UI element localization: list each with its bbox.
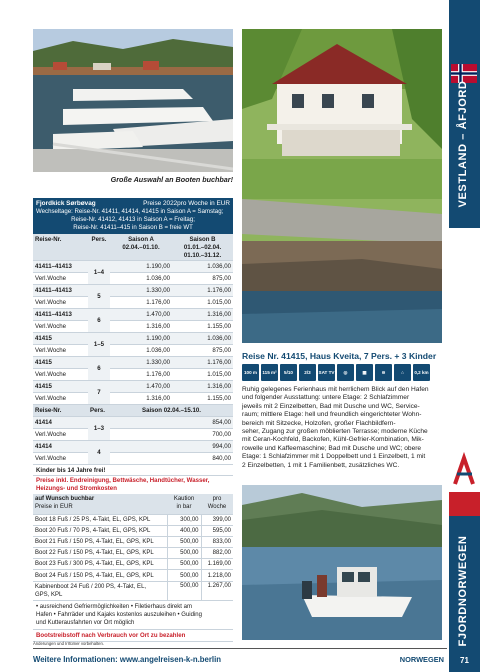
boat-rental-table <box>33 494 233 601</box>
marina-caption: Große Auswahl an Booten buchbar! <box>110 175 233 184</box>
fuel-note: Bootstreibstoff nach Verbrauch vor Ort zu bezahlen <box>33 630 233 642</box>
disclaimer: Änderungen und Irrtümer vorbehalten. <box>33 641 104 646</box>
description-line: rowelle und Kaffeemaschine; Bad mit Dusche und WC; obere <box>242 444 422 452</box>
boat-header-week: pro Woche <box>201 494 233 514</box>
boat-table-header <box>33 494 233 514</box>
table-row: 41414 1–3 854,00 <box>33 417 233 429</box>
col-header-pers: Pers. <box>88 234 110 261</box>
col-header-season-b: Saison B 01.01.–02.04. 01.10.–31.12. <box>172 234 233 261</box>
description-line: bereich mit Sitzecke, Holzofen, großer Flachbildfern- <box>242 419 396 427</box>
changeover-line-2: Reise-Nr. 41412, 41413 in Saison A = Freitag; <box>71 216 195 223</box>
kids-note: Kinder bis 14 Jahre frei! <box>33 465 233 476</box>
table-row: Verl.Woche 700,00 <box>33 429 233 441</box>
column-header-row <box>33 234 233 261</box>
dishwasher-icon: ▦ <box>356 364 373 381</box>
table-row: Verl.Woche 1.036,00 875,00 <box>33 273 233 285</box>
table-row: Verl.Woche 1.176,00 1.015,00 <box>33 369 233 381</box>
table-row: Verl.Woche 1.036,00 875,00 <box>33 345 233 357</box>
description-line: mit Ceran-Kochfeld, Backofen, Kühl-Gefrier-Kombination, Mik- <box>242 436 424 444</box>
region-label-bottom: FJORDNORWEGEN <box>457 535 469 647</box>
table-row: Boot 22 Fuß / 150 PS, 4-Takt, EL, GPS, KPL 500,00 882,00 <box>33 548 233 559</box>
region-band-accent <box>449 492 480 516</box>
tv-icon: SAT TV <box>318 364 335 381</box>
bath-icon: 2/3 <box>299 364 316 381</box>
description-line: seher, Zugang zur großen möblierten Terrasse; moderne Küche <box>242 428 428 436</box>
page-number: 71 <box>449 648 480 672</box>
col-header-season-a: Saison A 02.04.–01.10. <box>110 234 172 261</box>
table-row: Boot 20 Fuß / 70 PS, 4-Takt, EL, GPS, KPL 400,00 595,00 <box>33 525 233 536</box>
boat-header-deposit: Kaution in bar <box>167 494 201 514</box>
distance-icon: 100 m <box>242 364 259 381</box>
changeover-line-3: Reise-Nr. 41411–415 in Saison B = freie WT <box>73 224 193 231</box>
extras-list: • ausreichend Gefriermöglichkeiten • Filetierhaus direkt am Hafen • Fahrräder und Kajaks kostenlos auszuleihen • Guiding und Kutterausfahrten vor Ort möglich <box>33 601 233 630</box>
col-header-reise: Reise-Nr. <box>33 234 88 261</box>
table-row: 41415 7 1.470,00 1.316,00 <box>33 381 233 393</box>
table-row: Verl.Woche 840,00 <box>33 453 233 465</box>
boat-photo <box>242 485 442 640</box>
inclusive-note: Preise inkl. Endreinigung, Bettwäsche, Handtücher, Wasser, Heizungs- und Stromkosten <box>36 477 210 492</box>
marina-photo <box>33 29 233 172</box>
table-row: Verl.Woche 1.176,00 1.015,00 <box>33 297 233 309</box>
changeover-line-1: Wechseltage: Reise-Nr. 41411, 41414, 41415 in Saison A = Samstag; <box>36 208 224 215</box>
area-icon: 115 m² <box>261 364 278 381</box>
footer-country: NORWEGEN <box>399 655 444 664</box>
grill-icon: ⌂ <box>394 364 411 381</box>
table-row: 41415 6 1.330,00 1.176,00 <box>33 357 233 369</box>
table-row: 41411–41413 5 1.330,00 1.176,00 <box>33 285 233 297</box>
description-line: Ruhig gelegenes Ferienhaus mit herrlichem Blick auf den Hafen <box>242 386 429 393</box>
amenity-icons <box>242 364 430 381</box>
washer-icon: ◎ <box>337 364 354 381</box>
house-description <box>242 386 444 470</box>
description-line: 2 Einzelbetten, 1 mit 1 Familienbett, zusätzliches WC. <box>242 461 400 469</box>
price-table <box>33 198 233 642</box>
table-row: Verl.Woche 1.316,00 1.155,00 <box>33 321 233 333</box>
table-row: Boot 23 Fuß / 300 PS, 4-Takt, EL, GPS, KPL 500,00 1.169,00 <box>33 559 233 570</box>
table-row: 41411–41413 1–4 1.190,00 1.036,00 <box>33 261 233 273</box>
table-row: Boot 21 Fuß / 150 PS, 4-Takt, EL, GPS, KPL 500,00 833,00 <box>33 536 233 547</box>
price-period: Preise 2022pro Woche in EUR <box>143 200 230 207</box>
boat-header-title: auf Wunsch buchbar Preise in EUR <box>33 494 167 514</box>
property-name: Fjordkick Sørbøvag <box>36 200 96 207</box>
publisher-logo-icon <box>449 452 480 488</box>
rooms-icon: 5/10 <box>280 364 297 381</box>
table-row: Boot 24 Fuß / 150 PS, 4-Takt, EL, GPS, KPL 500,00 1.218,00 <box>33 570 233 581</box>
footer-divider <box>33 648 447 649</box>
table-row: Verl.Woche 1.316,00 1.155,00 <box>33 393 233 405</box>
house-photo <box>242 29 442 343</box>
wifi-icon: ≋ <box>375 364 392 381</box>
house-title: Reise Nr. 41415, Haus Kveita, 7 Pers. + 3 Kinder <box>242 351 437 361</box>
description-line: Etage: 1 Schlafzimmer mit 1 Doppelbett und 1 Einzelbett, 1 mit <box>242 453 426 461</box>
table-row: 41415 1–5 1.190,00 1.036,00 <box>33 333 233 345</box>
region-label-top: VESTLAND – ÅFJORD <box>457 80 469 208</box>
description-line: raum; mittlere Etage: hell und freundlich eingerichteter Wohn- <box>242 411 422 419</box>
description-line: jeweils mit 2 Einzelbetten, Bad mit Dusche und WC, Service- <box>242 402 420 410</box>
sauna-icon: 0,2 km <box>413 364 430 381</box>
table-row: Kabinenboot 24 Fuß / 200 PS, 4-Takt, EL, GPS, KPL 500,00 1.267,00 <box>33 581 233 600</box>
sub-header-row: Reise-Nr. Pers. Saison 02.04.–15.10. <box>33 405 233 417</box>
season-price-grid <box>33 234 233 465</box>
table-row: 41411–41413 6 1.470,00 1.316,00 <box>33 309 233 321</box>
table-row: 41414 4 994,00 <box>33 441 233 453</box>
description-line: und folgender Ausstattung: untere Etage: 2 Schlafzimmer <box>242 394 410 402</box>
price-table-header <box>33 198 233 234</box>
table-row: Boot 18 Fuß / 25 PS, 4-Takt, EL, GPS, KPL 300,00 399,00 <box>33 514 233 525</box>
footer-website: Weitere Informationen: www.angelreisen-k-n.berlin <box>33 655 222 664</box>
